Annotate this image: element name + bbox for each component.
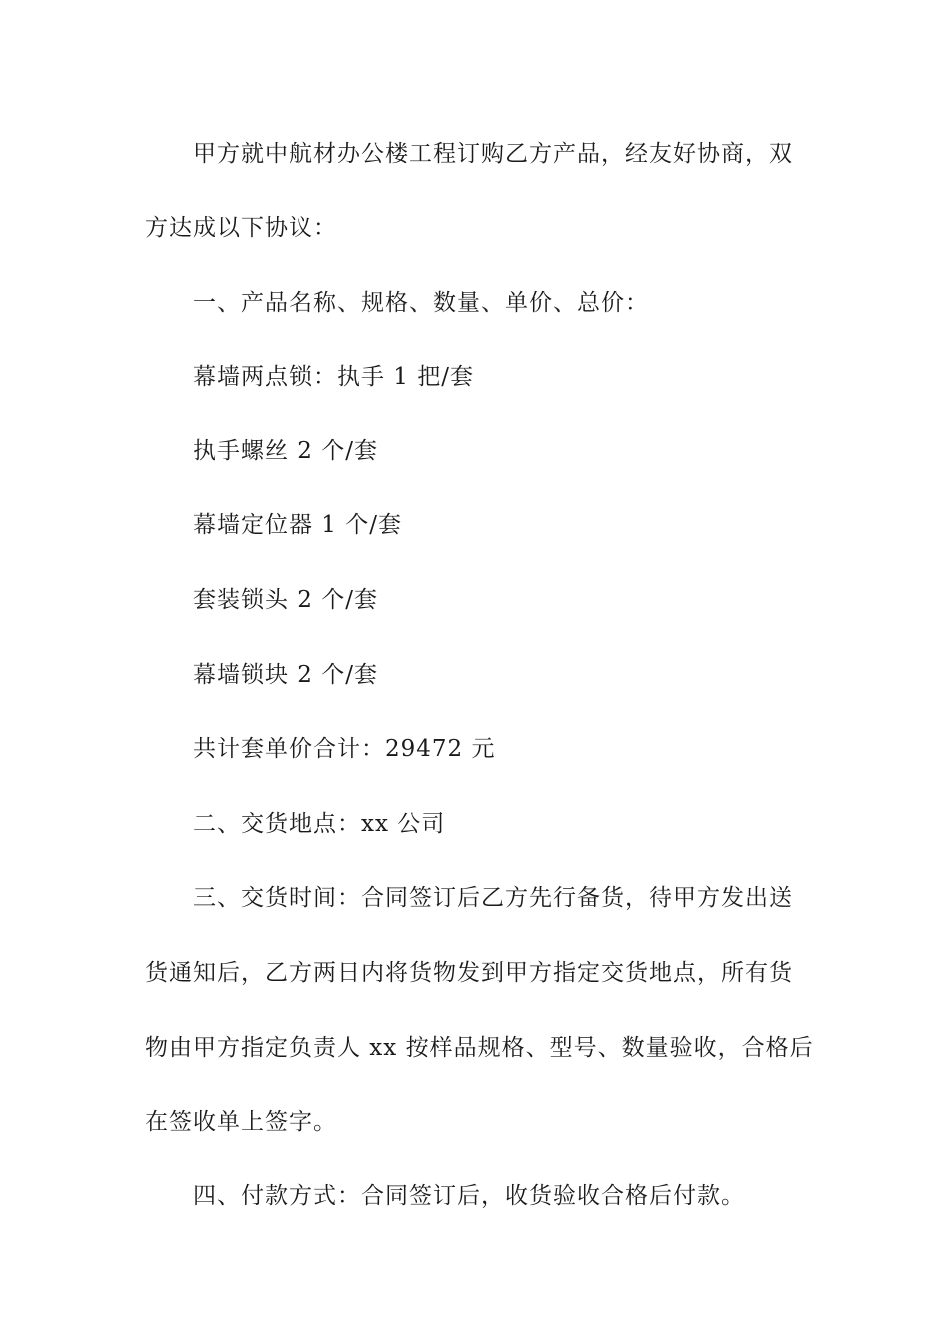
section-3-line-2: 货通知后，乙方两日内将货物发到甲方指定交货地点，所有货 [145, 960, 793, 986]
product-item-1: 幕墙两点锁：执手 1 把/套 [193, 364, 475, 390]
product-item-4: 套装锁头 2 个/套 [193, 587, 379, 613]
section-4-payment: 四、付款方式：合同签订后，收货验收合格后付款。 [193, 1183, 745, 1209]
section-1-heading: 一、产品名称、规格、数量、单价、总价： [193, 290, 649, 316]
product-item-2: 执手螺丝 2 个/套 [193, 438, 379, 464]
section-2-delivery-location: 二、交货地点：xx 公司 [193, 811, 446, 837]
paragraph-intro-line-2: 方达成以下协议： [145, 215, 337, 241]
product-item-3: 幕墙定位器 1 个/套 [193, 512, 403, 538]
price-total: 共计套单价合计：29472 元 [193, 736, 496, 762]
section-3-line-4: 在签收单上签字。 [145, 1109, 337, 1135]
section-3-line-1: 三、交货时间：合同签订后乙方先行备货，待甲方发出送 [193, 885, 793, 911]
paragraph-intro-line-1: 甲方就中航材办公楼工程订购乙方产品，经友好协商，双 [193, 141, 793, 167]
section-3-line-3: 物由甲方指定负责人 xx 按样品规格、型号、数量验收，合格后 [145, 1035, 814, 1061]
product-item-5: 幕墙锁块 2 个/套 [193, 662, 379, 688]
